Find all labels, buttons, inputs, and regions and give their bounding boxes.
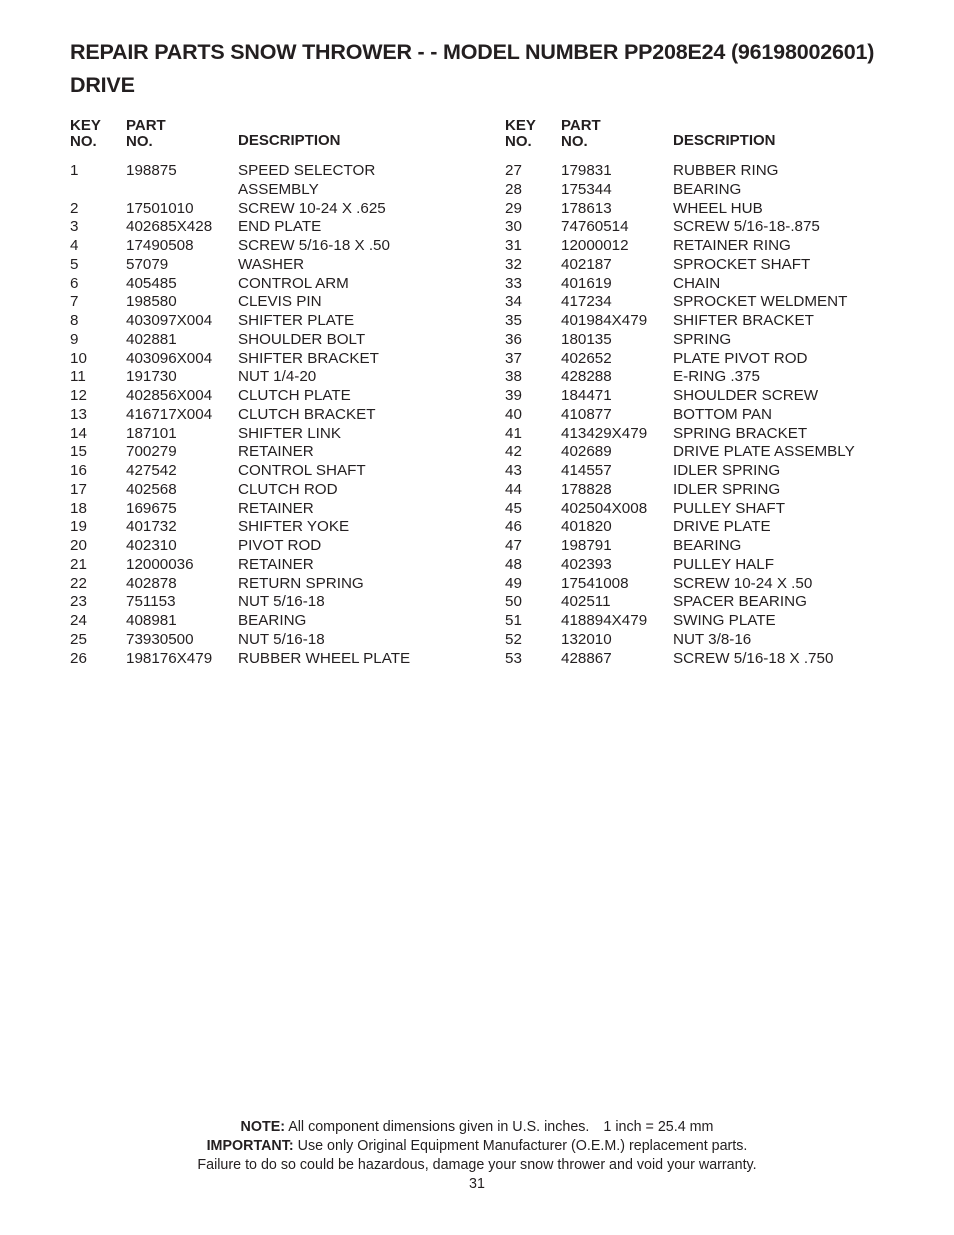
part-no: 402310 [126, 537, 177, 554]
part-no: 12000036 [126, 555, 194, 573]
part-description: PIVOT ROD [238, 537, 322, 554]
part-no: 178613 [561, 199, 612, 217]
key-no: 27 [505, 162, 522, 179]
table-row [70, 462, 410, 481]
footer-warning: Failure to do so could be hazardous, damage your snow thrower and void your warranty. [197, 1157, 757, 1173]
part-description: DRIVE PLATE ASSEMBLY [673, 443, 855, 461]
key-no: 40 [505, 405, 522, 423]
part-no: 402504X008 [561, 499, 648, 517]
key-no: 45 [505, 499, 522, 517]
key-no: 30 [505, 218, 522, 236]
part-no: 414557 [561, 462, 612, 479]
table-row [505, 593, 855, 612]
part-no: 402685X428 [126, 218, 213, 236]
table-row [505, 331, 855, 350]
title-line-section: DRIVE [70, 73, 135, 97]
part-description: SWING PLATE [673, 612, 776, 629]
table-row [505, 406, 855, 425]
note-label: NOTE: [240, 1119, 286, 1135]
part-no: 402568 [126, 480, 177, 498]
header-description: DESCRIPTION [673, 132, 776, 149]
table-row [70, 218, 410, 237]
part-description: IDLER SPRING [673, 462, 781, 479]
part-description: WASHER [238, 255, 305, 273]
table-row [70, 350, 410, 369]
part-no: 132010 [561, 630, 612, 648]
table-row [505, 218, 855, 237]
key-no: 33 [505, 274, 522, 292]
table-row [70, 162, 410, 200]
table-row [70, 293, 410, 312]
part-description: IDLER SPRING [673, 480, 781, 498]
part-no: 17541008 [561, 574, 629, 592]
key-no: 34 [505, 293, 522, 311]
part-no: 178828 [561, 480, 612, 498]
table-row [70, 537, 410, 556]
header-description: DESCRIPTION [238, 132, 341, 149]
note-conversion: 1 inch = 25.4 mm [603, 1119, 714, 1135]
table-row [70, 443, 410, 462]
part-description: CLUTCH ROD [238, 480, 338, 498]
table-row [505, 462, 855, 481]
part-no: 17490508 [126, 237, 194, 254]
part-description: CLUTCH PLATE [238, 387, 351, 404]
part-no: 17501010 [126, 199, 194, 217]
parts-rows-left [70, 162, 410, 668]
key-no: 42 [505, 443, 522, 461]
key-no: 10 [70, 349, 87, 367]
key-no: 28 [505, 180, 522, 198]
part-description: SCREW 5/16-18-.875 [673, 218, 820, 236]
part-description: SPRING [673, 330, 732, 348]
key-no: 49 [505, 574, 522, 592]
important-text: Use only Original Equipment Manufacturer (O.E.M.) replacement parts. [297, 1138, 748, 1154]
part-no: 751153 [126, 593, 176, 611]
key-no: 43 [505, 462, 522, 479]
title-line-model: REPAIR PARTS SNOW THROWER - - MODEL NUMBER PP208E24 (96198002601) [70, 40, 875, 64]
table-row [70, 312, 410, 331]
table-row [505, 200, 855, 219]
part-description: DRIVE PLATE [673, 518, 771, 536]
header-part-no: PART NO. [561, 117, 601, 150]
part-no: 198176X479 [126, 649, 213, 667]
part-no: 401732 [126, 518, 177, 536]
key-no: 11 [70, 368, 86, 386]
part-no: 416717X004 [126, 405, 213, 423]
important-label: IMPORTANT: [206, 1138, 294, 1154]
part-description: RUBBER RING [673, 162, 779, 179]
parts-table-left [70, 116, 410, 668]
key-no: 22 [70, 574, 87, 592]
key-no: 17 [70, 480, 87, 498]
key-no: 20 [70, 537, 87, 554]
part-description: RETAINER [238, 443, 314, 461]
part-description: CONTROL SHAFT [238, 462, 366, 479]
part-no: 402881 [126, 330, 177, 348]
part-description: SPEED SELECTOR ASSEMBLY [238, 162, 376, 198]
part-description: SPACER BEARING [673, 593, 807, 611]
table-row [70, 368, 410, 387]
table-row [70, 331, 410, 350]
key-no: 29 [505, 199, 522, 217]
table-row [70, 631, 410, 650]
table-row [505, 425, 855, 444]
key-no: 36 [505, 330, 522, 348]
table-row [505, 443, 855, 462]
table-row [505, 631, 855, 650]
part-no: 427542 [126, 462, 177, 479]
part-description: E-RING .375 [673, 368, 760, 386]
key-no: 32 [505, 255, 522, 273]
table-row [505, 237, 855, 256]
part-description: BOTTOM PAN [673, 405, 773, 423]
part-description: RETURN SPRING [238, 574, 364, 592]
part-description: SHIFTER YOKE [238, 518, 350, 536]
part-description: SPROCKET WELDMENT [673, 293, 848, 311]
table-row [70, 593, 410, 612]
table-row [70, 481, 410, 500]
part-description: NUT 1/4-20 [238, 368, 317, 386]
part-no: 403097X004 [126, 312, 213, 329]
part-description: END PLATE [238, 218, 322, 236]
part-description: RETAINER RING [673, 237, 791, 254]
key-no: 7 [70, 293, 79, 311]
table-row [70, 650, 410, 669]
part-description: BEARING [673, 537, 742, 554]
part-no: 191730 [126, 368, 177, 386]
key-no: 16 [70, 462, 87, 479]
part-no: 402856X004 [126, 387, 213, 404]
table-row [505, 518, 855, 537]
parts-table-right [505, 116, 855, 668]
key-no: 19 [70, 518, 87, 536]
part-no: 169675 [126, 499, 177, 517]
part-description: RUBBER WHEEL PLATE [238, 649, 411, 667]
table-row [70, 612, 410, 631]
footer-note [0, 1118, 954, 1137]
key-no: 8 [70, 312, 79, 329]
part-description: CLUTCH BRACKET [238, 405, 376, 423]
key-no: 13 [70, 405, 87, 423]
part-no: 405485 [126, 274, 177, 292]
part-description: BEARING [238, 612, 307, 629]
key-no: 52 [505, 630, 522, 648]
part-description: SHIFTER BRACKET [673, 312, 814, 329]
part-description: SPROCKET SHAFT [673, 255, 811, 273]
part-description: NUT 3/8-16 [673, 630, 752, 648]
part-no: 418894X479 [561, 612, 648, 629]
table-row [70, 500, 410, 519]
key-no: 39 [505, 387, 522, 404]
part-no: 180135 [561, 330, 612, 348]
key-no: 37 [505, 349, 522, 367]
table-row [70, 518, 410, 537]
part-no: 402652 [561, 349, 612, 367]
part-no: 408981 [126, 612, 177, 629]
key-no: 24 [70, 612, 87, 629]
part-no: 402187 [561, 255, 612, 273]
part-description: PULLEY SHAFT [673, 499, 785, 517]
key-no: 46 [505, 518, 522, 536]
part-description: SCREW 5/16-18 X .750 [673, 649, 834, 667]
header-key-no: KEY NO. [70, 117, 101, 150]
part-no: 402393 [561, 555, 612, 573]
key-no: 35 [505, 312, 522, 329]
table-row [505, 481, 855, 500]
part-description: NUT 5/16-18 [238, 593, 325, 611]
part-no: 428867 [561, 649, 612, 667]
part-description: SCREW 5/16-18 X .50 [238, 237, 390, 254]
key-no: 44 [505, 480, 522, 498]
key-no: 2 [70, 199, 79, 217]
table-row [505, 556, 855, 575]
part-no: 57079 [126, 255, 169, 273]
table-header [70, 116, 410, 162]
part-no: 403096X004 [126, 349, 213, 367]
part-no: 402878 [126, 574, 177, 592]
table-row [70, 275, 410, 294]
table-row [70, 406, 410, 425]
part-description: SHIFTER LINK [238, 424, 341, 442]
part-description: RETAINER [238, 555, 314, 573]
part-description: PLATE PIVOT ROD [673, 349, 808, 367]
part-description: CHAIN [673, 274, 721, 292]
part-description: PULLEY HALF [673, 555, 775, 573]
table-row [505, 612, 855, 631]
table-header [505, 116, 855, 162]
key-no: 5 [70, 255, 79, 273]
part-no: 410877 [561, 405, 612, 423]
table-row [505, 256, 855, 275]
parts-rows-right [505, 162, 855, 668]
part-description: NUT 5/16-18 [238, 630, 325, 648]
part-no: 198791 [561, 537, 612, 554]
part-no: 12000012 [561, 237, 629, 254]
part-no: 417234 [561, 293, 612, 311]
table-row [505, 575, 855, 594]
part-no: 428288 [561, 368, 612, 386]
part-description: SHOULDER BOLT [238, 330, 366, 348]
key-no: 41 [505, 424, 522, 442]
table-row [505, 650, 855, 669]
table-row [70, 556, 410, 575]
page-title [70, 36, 930, 102]
part-no: 402511 [561, 593, 611, 611]
key-no: 51 [505, 612, 522, 629]
table-row [70, 237, 410, 256]
header-part-no: PART NO. [126, 117, 166, 150]
key-no: 25 [70, 630, 87, 648]
part-no: 187101 [126, 424, 177, 442]
key-no: 47 [505, 537, 522, 554]
footer-important [0, 1137, 954, 1156]
part-description: SHIFTER PLATE [238, 312, 355, 329]
key-no: 38 [505, 368, 522, 386]
note-text: All component dimensions given in U.S. inches. [288, 1119, 590, 1135]
key-no: 23 [70, 593, 87, 611]
table-row [70, 425, 410, 444]
page-number: 31 [469, 1176, 485, 1192]
part-description: SCREW 10-24 X .50 [673, 574, 813, 592]
key-no: 6 [70, 274, 79, 292]
part-no: 401619 [561, 274, 612, 292]
part-description: SHOULDER SCREW [673, 387, 819, 404]
part-description: SPRING BRACKET [673, 424, 808, 442]
key-no: 31 [505, 237, 522, 254]
table-row [70, 256, 410, 275]
table-row [505, 537, 855, 556]
part-no: 73930500 [126, 630, 194, 648]
part-description: CONTROL ARM [238, 274, 349, 292]
part-no: 179831 [561, 162, 612, 179]
part-no: 175344 [561, 180, 612, 198]
key-no: 15 [70, 443, 87, 461]
part-description: WHEEL HUB [673, 199, 763, 217]
key-no: 4 [70, 237, 79, 254]
part-no: 198580 [126, 293, 177, 311]
table-row [505, 350, 855, 369]
part-description: RETAINER [238, 499, 314, 517]
part-description: BEARING [673, 180, 742, 198]
table-row [505, 368, 855, 387]
part-description: SCREW 10-24 X .625 [238, 199, 386, 217]
part-no: 413429X479 [561, 424, 648, 442]
table-row [505, 293, 855, 312]
table-row [70, 200, 410, 219]
part-description: SHIFTER BRACKET [238, 349, 379, 367]
part-no: 401984X479 [561, 312, 648, 329]
part-no: 198875 [126, 162, 177, 179]
page-footer [0, 1118, 954, 1194]
part-no: 74760514 [561, 218, 629, 236]
table-row [505, 500, 855, 519]
key-no: 26 [70, 649, 87, 667]
key-no: 53 [505, 649, 522, 667]
part-description: CLEVIS PIN [238, 293, 322, 311]
key-no: 9 [70, 330, 79, 348]
part-no: 184471 [561, 387, 612, 404]
key-no: 14 [70, 424, 87, 442]
table-row [70, 575, 410, 594]
part-no: 401820 [561, 518, 612, 536]
header-key-no: KEY NO. [505, 117, 536, 150]
part-no: 402689 [561, 443, 612, 461]
table-row [505, 312, 855, 331]
key-no: 50 [505, 593, 522, 611]
table-row [70, 387, 410, 406]
table-row [505, 275, 855, 294]
key-no: 3 [70, 218, 79, 236]
table-row [505, 162, 855, 181]
key-no: 1 [70, 162, 79, 179]
part-no: 700279 [126, 443, 177, 461]
key-no: 12 [70, 387, 87, 404]
key-no: 18 [70, 499, 87, 517]
table-row [505, 387, 855, 406]
table-row [505, 181, 855, 200]
key-no: 48 [505, 555, 522, 573]
key-no: 21 [70, 555, 87, 573]
